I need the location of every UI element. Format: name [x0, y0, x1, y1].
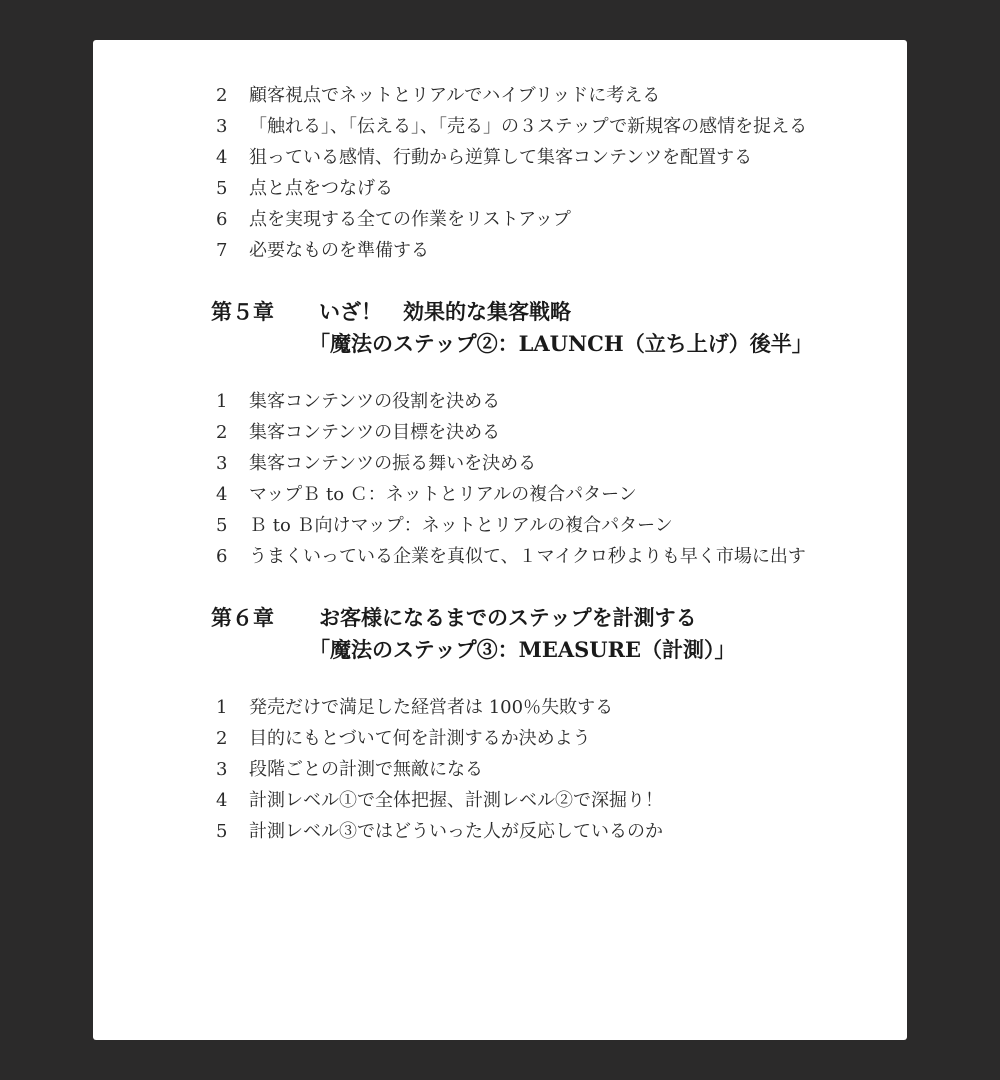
item-text: 集客コンテンツの役割を決める — [249, 391, 501, 412]
item-text: 狙っている感情、行動から逆算して集客コンテンツを配置する — [249, 147, 753, 168]
chapter-title: お客様になるまでのステップを計測する — [319, 605, 697, 630]
chapter4-item-list — [211, 80, 811, 266]
item-text: 計測レベル①で全体把握、計測レベル②で深掘り！ — [249, 790, 663, 811]
list-item — [211, 142, 811, 173]
item-text: 集客コンテンツの目標を決める — [249, 422, 501, 443]
item-number: 6 — [216, 209, 228, 230]
list-item — [211, 723, 811, 754]
list-item — [211, 479, 811, 510]
item-text: Ｂ to Ｂ向けマップ：ネットとリアルの複合パターン — [249, 515, 673, 536]
item-number: 5 — [216, 515, 228, 536]
list-item — [211, 692, 811, 723]
list-item — [211, 510, 811, 541]
item-text: 点と点をつなげる — [249, 178, 393, 199]
list-item — [211, 417, 811, 448]
item-number: 4 — [216, 484, 228, 505]
chapter6-item-list — [211, 692, 811, 847]
item-text: 点を実現する全ての作業をリストアップ — [249, 209, 571, 230]
item-text: 必要なものを準備する — [249, 240, 429, 261]
list-item — [211, 173, 811, 204]
list-item — [211, 235, 811, 266]
item-text: 目的にもとづいて何を計測するか決めよう — [249, 728, 591, 749]
list-item — [211, 541, 811, 572]
item-number: 4 — [216, 147, 228, 168]
item-text: 「触れる」、「伝える」、「売る」の３ステップで新規客の感情を捉える — [249, 116, 808, 137]
item-number: 5 — [216, 821, 228, 842]
item-number: 1 — [216, 697, 228, 718]
item-number: 3 — [216, 116, 228, 137]
item-number: 3 — [216, 759, 228, 780]
item-number: 2 — [216, 728, 228, 749]
chapter5-item-list — [211, 386, 811, 572]
list-item — [211, 448, 811, 479]
chapter-title: いざ！ 効果的な集客戦略 — [319, 299, 571, 324]
item-text: 段階ごとの計測で無敵になる — [249, 759, 483, 780]
item-text: 計測レベル③ではどういった人が反応しているのか — [249, 821, 663, 842]
item-text: マップＢ to Ｃ：ネットとリアルの複合パターン — [249, 484, 637, 505]
item-number: 1 — [216, 391, 228, 412]
item-text: 集客コンテンツの振る舞いを決める — [249, 453, 537, 474]
chapter5-heading — [211, 296, 811, 360]
item-number: 2 — [216, 422, 228, 443]
list-item — [211, 816, 811, 847]
chapter6-heading — [211, 602, 811, 666]
list-item — [211, 111, 811, 142]
table-of-contents — [211, 80, 811, 847]
item-number: 2 — [216, 85, 228, 106]
item-number: 4 — [216, 790, 228, 811]
list-item — [211, 204, 811, 235]
list-item — [211, 80, 811, 111]
chapter-number: 第５章 — [211, 299, 274, 324]
item-number: 6 — [216, 546, 228, 567]
item-number: 7 — [216, 240, 228, 261]
item-text: 顧客視点でネットとリアルでハイブリッドに考える — [249, 85, 661, 106]
item-text: うまくいっている企業を真似て、１マイクロ秒よりも早く市場に出す — [249, 546, 806, 567]
list-item — [211, 785, 811, 816]
chapter-number: 第６章 — [211, 605, 274, 630]
item-number: 5 — [216, 178, 228, 199]
list-item — [211, 754, 811, 785]
list-item — [211, 386, 811, 417]
chapter-subtitle: 「魔法のステップ③：MEASURE（計測）」 — [309, 637, 736, 662]
item-number: 3 — [216, 453, 228, 474]
chapter-subtitle: 「魔法のステップ②：LAUNCH（立ち上げ）後半」 — [309, 331, 813, 356]
item-text: 発売だけで満足した経営者は 100％失敗する — [249, 697, 614, 718]
document-page — [93, 40, 907, 1040]
